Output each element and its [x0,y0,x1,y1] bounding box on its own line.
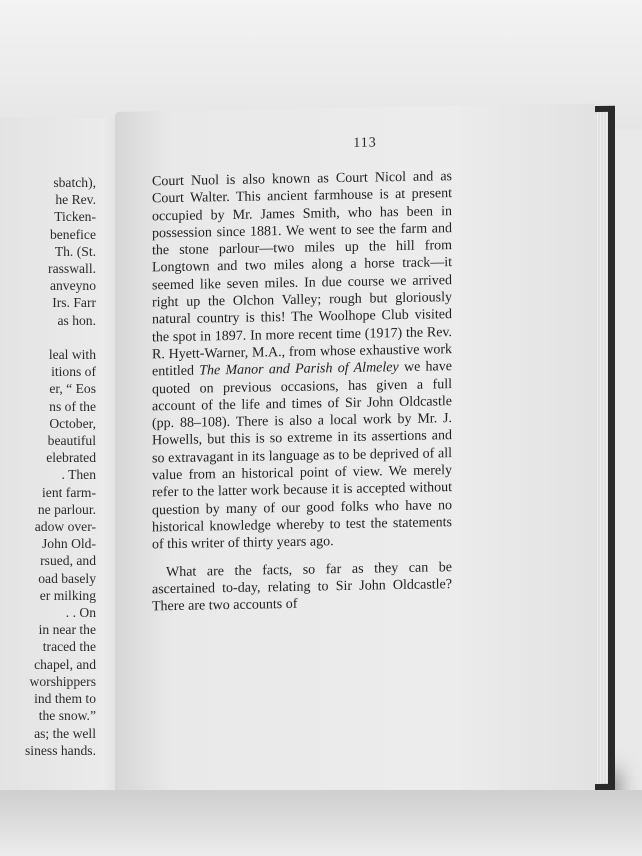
left-page-text [0,174,96,759]
left-page-line: er, “ Eos [49,381,96,397]
left-page-line: worshippers [29,673,96,689]
left-page-line: chapel, and [34,656,96,672]
right-page [115,104,595,800]
left-page-line: ind them to [34,691,96,707]
left-page-line: siness hands. [25,742,96,758]
paragraph-text: Court Nuol is also known as Court Nicol and as Court Walter. This ancient farmhouse is at present occupied by Mr. James Smith, who has been in possession since 1881. We went to see the farm and the stone parlour—two miles up the hill from Longtown and two miles along a horse track—it seemed like seven miles. In due course we arrived right up the Olchon Valley; rough but gloriously natural country is this! The Woolhope Club visited the spot in 1897. In more recent time (1917) the Rev. R. Hyett-Warner, M.A., from whose exhaustive work entitled [152,169,452,380]
left-page-line: the snow.” [38,708,96,724]
left-page-line: leal with [48,347,96,363]
left-page-line: in near the [38,622,96,638]
page-number: 113 [353,135,377,151]
left-page-line: ne parlour. [37,501,96,517]
left-page-line: Th. (St. [54,243,96,259]
left-page-line: sbatch), [53,175,96,190]
paragraph-court-nuol [152,168,452,554]
left-page-line: itions of [51,364,96,380]
left-page-line: as hon. [57,312,96,328]
left-page-line: Irs. Farr [52,295,96,311]
left-page-line: he Rev. [55,192,96,208]
left-page-line: adow over- [34,519,96,535]
left-page-line: anveyno [49,278,96,294]
left-page-line: . . On [65,605,96,621]
left-page-line: beautiful [47,433,96,449]
left-page-line: traced the [42,639,96,655]
left-page-line: elebrated [46,450,96,466]
background-bottom [0,790,642,856]
paragraph-facts: What are the facts, so far as they can be ascertained to-day, relating to Sir John Oldcastle? There are two accounts of [152,559,452,615]
right-page-text [152,168,452,616]
left-page-line [0,329,96,346]
left-page-line: as; the well [34,725,96,741]
left-page-line: John Old- [42,536,96,552]
left-page-line: October, [49,415,96,431]
left-page-line: benefice [49,226,96,242]
book-title-italic: The Manor and Parish of Almeley [199,360,399,379]
left-page-line: oad basely [38,570,96,586]
paragraph-text: we have quoted on previous occasions, has given a full account of the life and times of Sir John Oldcastle (pp. 88–108). There is also a local work by Mr. J. Howells, but this is so extreme in its assertions and so extravagant in its language as to be deprived of all value from an historical point of view. We merely refer to the latter work because it is accepted without question by many of our good folks who have no historical knowledge whereby to test the statements of this writer of thirty years ago. [152,359,452,553]
left-page-line: ient farm- [42,484,96,500]
left-page-line: ns of the [49,398,96,414]
left-page-line: . Then [61,467,96,483]
left-page-line: er milking [39,587,96,603]
left-page-line: Ticken- [54,209,96,225]
left-page-line: rasswall. [48,261,96,277]
left-page-line: rsued, and [40,553,96,569]
